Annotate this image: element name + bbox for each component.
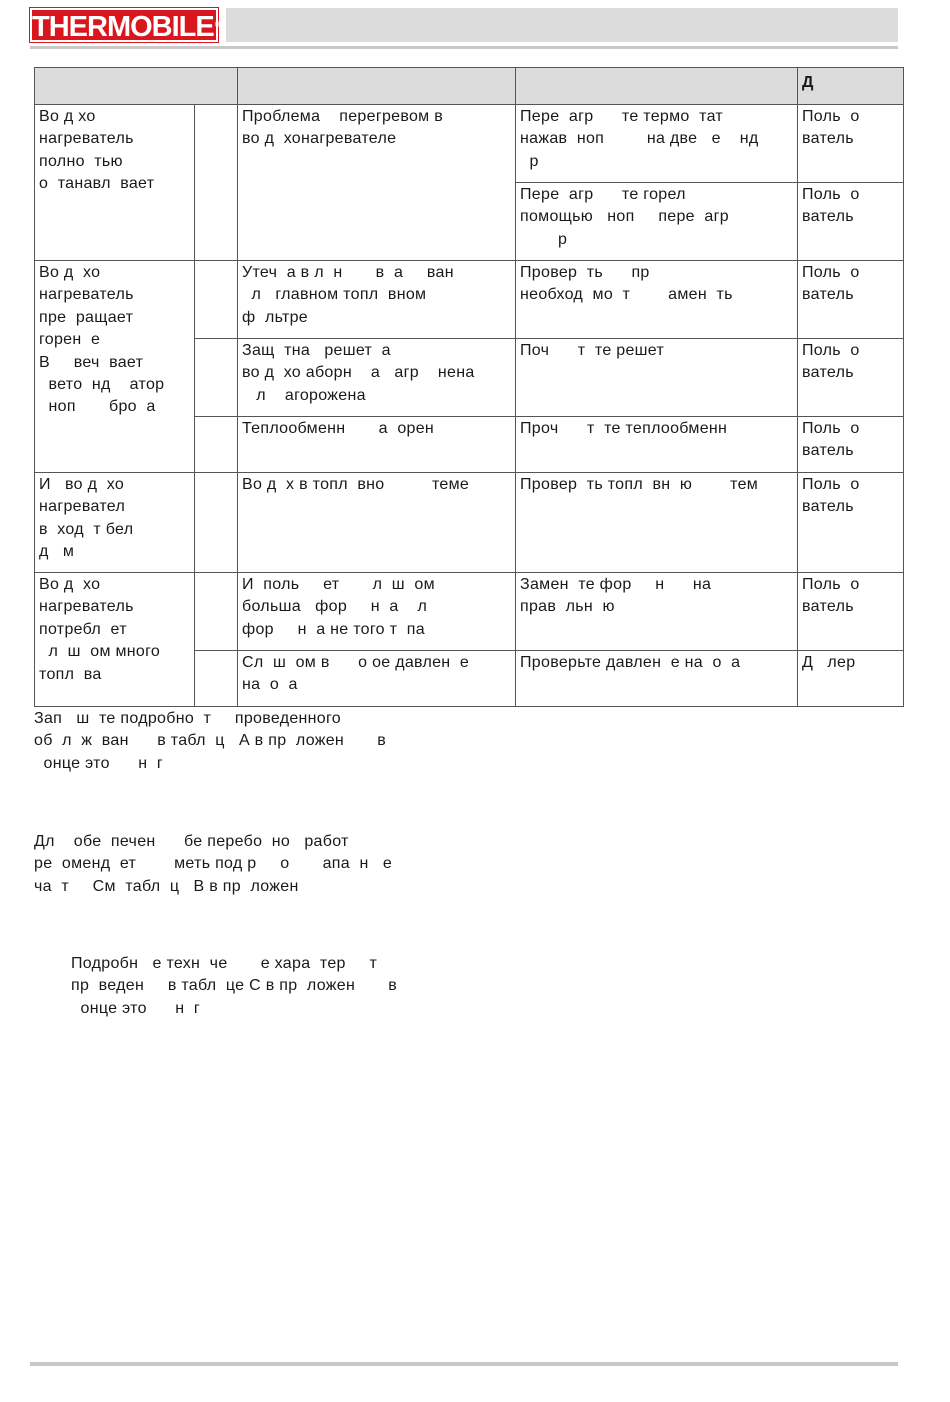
cause-cell: И поль ет л ш ом больша фор н а л фор н а не того т па xyxy=(238,573,516,651)
action-cell: Провер ть топл вн ю тем xyxy=(516,473,798,573)
action-cell: Проверьте давлен е на о а xyxy=(516,651,798,707)
action-cell: Замен те фор н на прав льн ю xyxy=(516,573,798,651)
symptom-cell: Во д хо нагреватель полно тью о танавл вает xyxy=(35,105,195,261)
spacer-cell xyxy=(195,573,238,651)
table-row xyxy=(35,573,904,651)
cause-cell: Защ тна решет а во д хо аборн а агр нена л агорожена xyxy=(238,339,516,417)
table-header-row xyxy=(35,68,904,105)
cause-cell: Утеч а в л н в а ван л главном топл вном ф льтре xyxy=(238,261,516,339)
paragraph-specifications: Подробн е техн че е хара тер т пр веден в табл це С в пр ложен в онце это н г xyxy=(71,955,398,1017)
responsible-cell: Поль о ватель xyxy=(798,261,904,339)
responsible-cell: Поль о ватель xyxy=(798,105,904,183)
paragraph-maintenance: Дл обе печен бе перебо но работ ре оменд ет меть под р о апа н е ча т См табл ц В в пр ложен xyxy=(34,833,393,895)
cause-cell: Сл ш ом в о ое давлен е на о а xyxy=(238,651,516,707)
symptom-cell: Во д хо нагреватель пре ращает горен е В веч вает вето нд атор ноп бро а xyxy=(35,261,195,473)
spacer-cell xyxy=(195,339,238,417)
cause-cell: Теплообменн а орен xyxy=(238,417,516,473)
action-cell: Проч т те теплообменн xyxy=(516,417,798,473)
spacer-cell xyxy=(195,261,238,339)
header-responsible: Д xyxy=(798,68,904,105)
action-cell: Поч т те решет xyxy=(516,339,798,417)
spacer-cell xyxy=(195,417,238,473)
responsible-cell: Поль о ватель xyxy=(798,573,904,651)
thermobile-logo: THERMOBILE® xyxy=(30,8,218,42)
spacer-cell xyxy=(195,105,238,261)
table-row xyxy=(35,105,904,183)
table-row xyxy=(35,473,904,573)
spacer-cell xyxy=(195,473,238,573)
header-cause xyxy=(238,68,516,105)
footer-divider xyxy=(30,1362,898,1366)
cause-cell: Проблема перегревом в во д хонагревателе xyxy=(238,105,516,261)
symptom-cell: Во д хо нагреватель потребл ет л ш ом много топл ва xyxy=(35,573,195,707)
action-cell: Пере агр те термо тат нажав ноп на две е нд р xyxy=(516,105,798,183)
symptom-cell: И во д хо нагревател в ход т бел д м xyxy=(35,473,195,573)
troubleshooting-table xyxy=(34,67,904,707)
header-symptom xyxy=(35,68,238,105)
responsible-cell: Поль о ватель xyxy=(798,183,904,261)
paragraph-service-log: Зап ш те подробно т проведенного об л ж ван в табл ц А в пр ложен в онце это н г xyxy=(34,710,387,772)
header-action xyxy=(516,68,798,105)
header-divider xyxy=(30,46,898,49)
responsible-cell: Поль о ватель xyxy=(798,417,904,473)
action-cell: Пере агр те горел помощью ноп пере агр р xyxy=(516,183,798,261)
responsible-cell: Поль о ватель xyxy=(798,339,904,417)
responsible-cell: Д лер xyxy=(798,651,904,707)
table-row xyxy=(35,261,904,339)
spacer-cell xyxy=(195,651,238,707)
action-cell: Провер ть пр необход мо т амен ть xyxy=(516,261,798,339)
header-bar xyxy=(226,8,898,42)
responsible-cell: Поль о ватель xyxy=(798,473,904,573)
cause-cell: Во д х в топл вно теме xyxy=(238,473,516,573)
